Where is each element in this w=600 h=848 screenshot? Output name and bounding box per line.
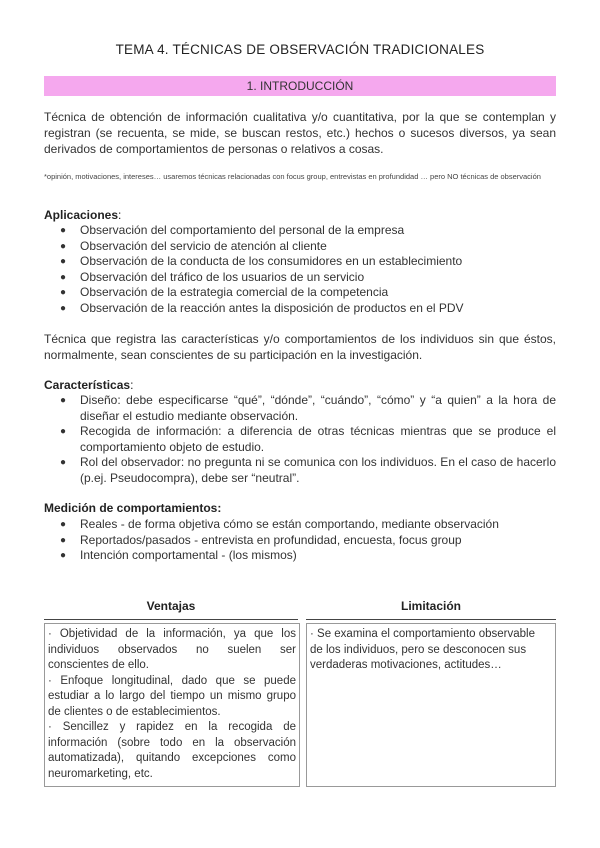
bullet-icon: ● (60, 287, 67, 298)
bullet-icon: ● (60, 534, 67, 546)
bullet-icon: ● (60, 256, 67, 267)
list-item: ● Observación del servicio de atención al cliente (60, 238, 327, 253)
medicion-list (44, 517, 556, 564)
list-item: ● Observación del comportamiento del personal de la empresa (60, 223, 405, 237)
ventajas-header: Ventajas (44, 593, 298, 620)
list-item: ● Observación de la estrategia comercial de la competencia (60, 285, 389, 299)
intro-paragraph: Técnica de obtención de información cualitativa y/o cuantitativa, por la que se contemplan y registran (se recuenta, se mide, se buscan restos, etc.) hechos o sucesos diversos, ya sean derivados de comportamientos de personas o relativos a cosas. (44, 110, 556, 156)
bullet-icon: ● (60, 519, 67, 530)
caracteristicas-heading (44, 377, 133, 393)
ventajas-limitacion-table (44, 593, 556, 793)
list-item: ● Intención comportamental - (los mismos) (60, 548, 297, 562)
section-heading: 1. INTRODUCCIÓN (44, 76, 556, 96)
ventaja-item: · Enfoque longitudinal, dado que se puede estudiar a lo largo del tiempo un mismo grupo de clientes o de establecimientos. (48, 674, 296, 718)
list-item: ● Observación del tráfico de los usuarios de un servicio (60, 269, 365, 284)
bullet-icon: ● (60, 271, 67, 283)
page-title: TEMA 4. TÉCNICAS DE OBSERVACIÓN TRADICIONALES (115, 42, 485, 57)
ventaja-item: · Objetividad de la información, ya que los individuos observados no suelen ser conscientes de ello. (48, 628, 296, 671)
list-item: ● Reales - de forma objetiva cómo se están comportando, mediante observación (60, 517, 499, 531)
list-item: ● Observación de la reacción antes la disposición de productos en el PDV (60, 300, 464, 315)
aplicaciones-list (44, 223, 556, 316)
bullet-icon: ● (60, 457, 67, 468)
list-item: ● Diseño: debe especificarse “qué”, “dónde”, “cuándo”, “cómo” y “a quien” a la hora de diseñar el estudio mediante observación. (60, 393, 556, 423)
bullet-icon: ● (60, 426, 67, 437)
ventajas-cell (48, 627, 296, 782)
caracteristicas-list (44, 393, 556, 486)
medicion-heading: Medición de comportamientos: (44, 501, 222, 515)
limitacion-cell (310, 627, 550, 674)
bullet-icon: ● (60, 225, 67, 236)
footnote: *opinión, motivaciones, intereses… usaremos técnicas relacionadas con focus group, entrevistas en profundidad … pero NO técnicas de observación (44, 172, 541, 181)
aplicaciones-colon: : (118, 208, 122, 222)
list-item: ● Observación de la conducta de los consumidores en un establecimiento (60, 254, 463, 268)
ventaja-item: · Sencillez y rapidez en la recogida de información (sobre todo en la observación automatizada), quitando excepciones como neuromarketing, etc. (48, 721, 296, 780)
bullet-icon: ● (60, 395, 67, 406)
aplicaciones-heading (44, 207, 121, 223)
bullet-icon: ● (60, 302, 67, 314)
list-item: ● Reportados/pasados - entrevista en profundidad, encuesta, focus group (60, 532, 462, 547)
bullet-icon: ● (60, 550, 67, 561)
limitacion-item: · Se examina el comportamiento observable de los individuos, pero se desconocen sus verdaderas motivaciones, actitudes… (310, 628, 536, 671)
caracteristicas-title: Características (44, 378, 131, 392)
list-item: ● Rol del observador: no pregunta ni se comunica con los individuos. En el caso de hacerlo (p.ej. Pseudocompra), debe ser “neutral”. (60, 455, 556, 485)
list-item: ● Recogida de información: a diferencia de otras técnicas mientras que se produce el comportamiento objeto de estudio. (60, 424, 556, 454)
bullet-icon: ● (60, 240, 67, 252)
second-paragraph: Técnica que registra las características y/o comportamientos de los individuos sin que éstos, normalmente, sean conscientes de su participación en la investigación. (44, 332, 556, 362)
caracteristicas-colon: : (130, 378, 134, 392)
aplicaciones-title: Aplicaciones (44, 208, 119, 222)
limitacion-header: Limitación (306, 593, 556, 620)
